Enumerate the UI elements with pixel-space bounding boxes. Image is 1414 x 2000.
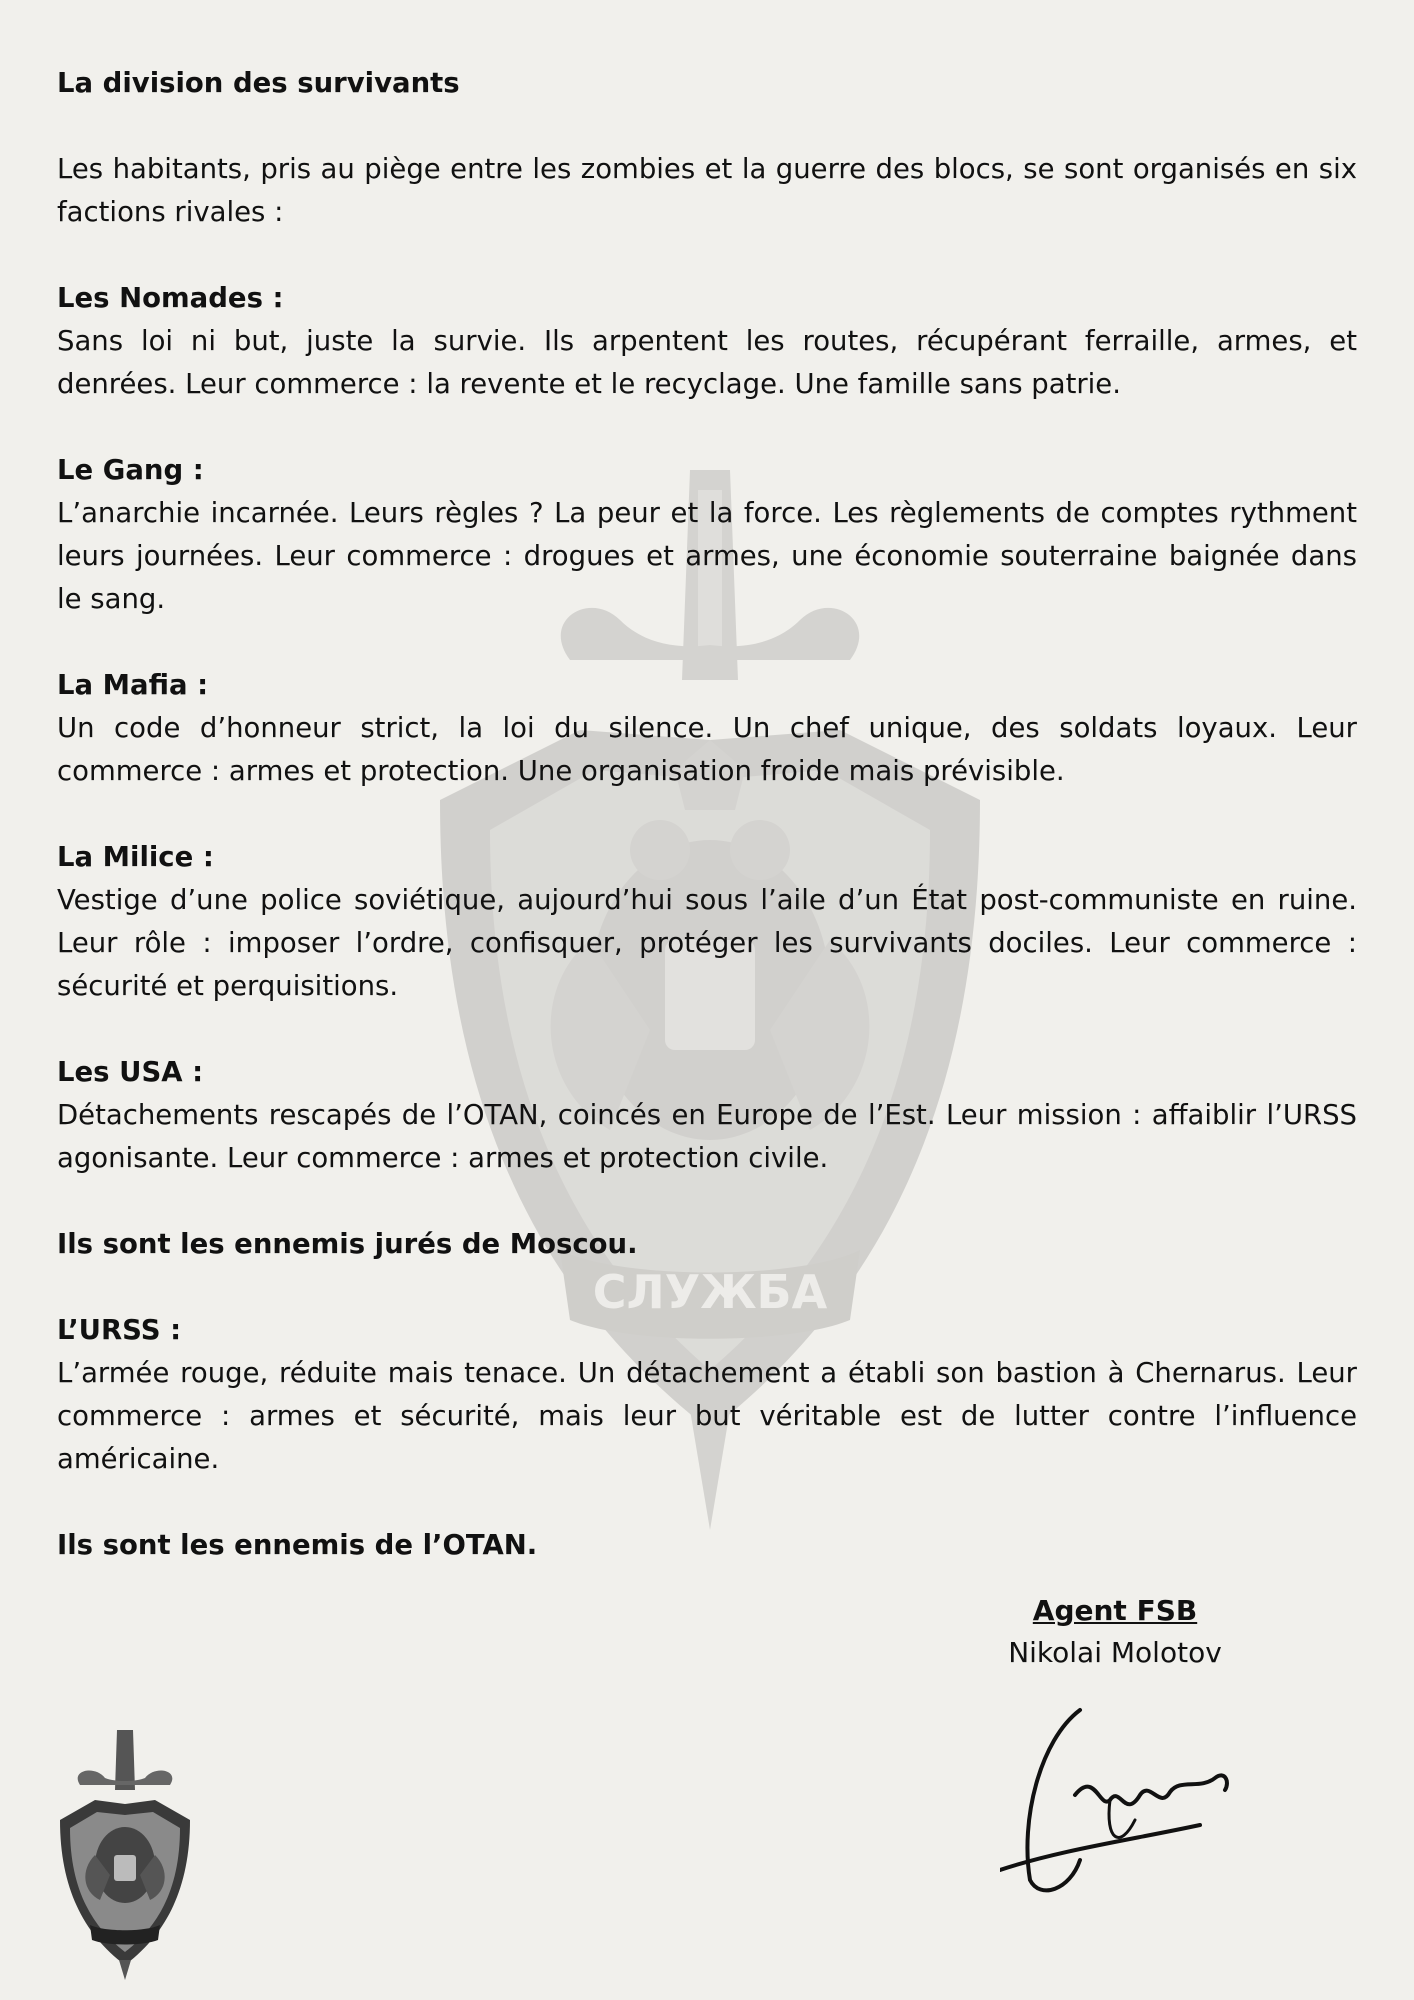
faction-text-urss: L’armée rouge, réduite mais tenace. Un détachement a établi son bastion à Chernarus. Leur commerce : armes et sécurité, mais leur but véritable est de lutter contre l’influence américaine. (57, 1357, 1357, 1475)
signature-title: Agent FSB (1032, 1594, 1198, 1627)
faction-note-usa: Ils sont les ennemis jurés de Moscou. (57, 1228, 638, 1260)
signature-block (960, 1590, 1270, 1674)
faction-text-usa: Détachements rescapés de l’OTAN, coincés en Europe de l’Est. Leur mission : affaiblir l’URSS agonisante. Leur commerce : armes et protection civile. (57, 1099, 1357, 1174)
faction-heading-nomades: Les Nomades : (57, 282, 284, 314)
faction-heading-milice: La Milice : (57, 841, 214, 873)
fsb-emblem-icon (55, 1730, 195, 1980)
intro-paragraph: Les habitants, pris au piège entre les zombies et la guerre des blocs, se sont organisés en six factions rivales : (57, 153, 1357, 228)
faction-heading-mafia: La Mafia : (57, 669, 209, 701)
handwritten-signature-icon (1000, 1700, 1240, 1910)
document-body (57, 62, 1357, 1567)
svg-text:СЛУЖБА: СЛУЖБА (592, 1265, 828, 1319)
document-title: La division des survivants (57, 67, 460, 99)
faction-text-gang: L’anarchie incarnée. Leurs règles ? La peur et la force. Les règlements de comptes rythment leurs journées. Leur commerce : drogues et armes, une économie souterraine baignée dans le sang. (57, 497, 1357, 615)
faction-text-nomades: Sans loi ni but, juste la survie. Ils arpentent les routes, récupérant ferraille, armes, et denrées. Leur commerce : la revente et le recyclage. Une famille sans patrie. (57, 325, 1357, 400)
faction-text-mafia: Un code d’honneur strict, la loi du silence. Un chef unique, des soldats loyaux. Leur commerce : armes et protection. Une organisation froide mais prévisible. (57, 712, 1357, 787)
faction-heading-urss: L’URSS : (57, 1314, 182, 1346)
faction-heading-gang: Le Gang : (57, 454, 204, 486)
faction-heading-usa: Les USA : (57, 1056, 204, 1088)
signature-name: Nikolai Molotov (1008, 1636, 1222, 1669)
faction-text-milice: Vestige d’une police soviétique, aujourd’hui sous l’aile d’un État post-communiste en ruine. Leur rôle : imposer l’ordre, confisquer, protéger les survivants dociles. Leur commerce : sécurité et perquisitions. (57, 884, 1357, 1002)
faction-note-urss: Ils sont les ennemis de l’OTAN. (57, 1529, 538, 1561)
